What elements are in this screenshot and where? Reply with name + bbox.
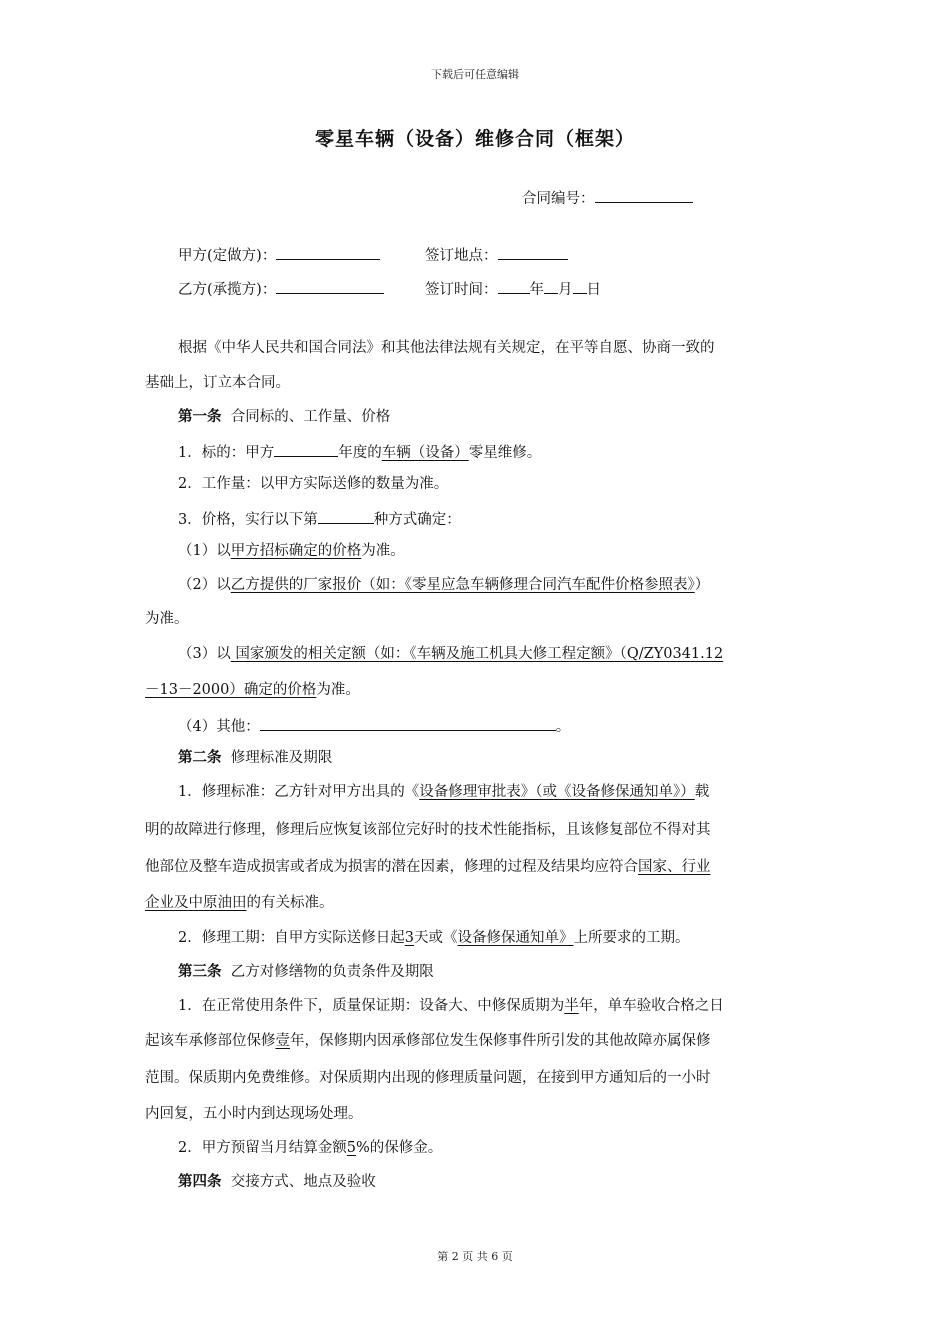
warranty-one: 壹 (275, 1033, 290, 1049)
standard-line4-underlined: 企业及中原油田 (145, 895, 247, 911)
article-3-heading (178, 962, 434, 982)
article-4-number: 第四条 (178, 1173, 222, 1190)
party-b-label: 乙方(承揽方)： (178, 282, 277, 298)
retention-text-a: 2．甲方预留当月结算金额 (178, 1140, 347, 1156)
item-1-text-b: 年度的 (338, 445, 382, 461)
other-method-field[interactable] (260, 715, 556, 731)
price-option-2-cont: 为准。 (145, 611, 189, 627)
article-1-title: 合同标的、工作量、价格 (230, 409, 391, 425)
article-4-heading (178, 1172, 376, 1192)
sign-place-field[interactable] (498, 244, 568, 260)
sign-time-row (425, 278, 601, 300)
standard-line4-text: 的有关标准。 (246, 895, 334, 911)
day-label: 日 (586, 282, 601, 298)
article-2-item-1 (178, 782, 709, 802)
option-3-suffix: 为准。 (316, 682, 360, 698)
price-option-4 (178, 715, 570, 737)
price-option-1 (178, 541, 405, 561)
option-3-content-cont: －13－2000）确定的价格 (145, 682, 317, 698)
period-text-c: 天或《 (413, 930, 458, 946)
option-2-close: ） (694, 577, 710, 593)
contract-number-row (522, 187, 693, 209)
article-3-item-1-line-2 (145, 1031, 711, 1051)
contract-number-label: 合同编号： (522, 191, 595, 207)
option-4-prefix: （4）其他： (178, 719, 260, 735)
retention-text-c: %的保修金。 (355, 1140, 443, 1156)
article-3-item-1 (178, 996, 724, 1016)
warranty-text-a: 1．在正常使用条件下，质量保证期：设备大、中修保质期为 (178, 998, 565, 1014)
article-3-item-2 (178, 1138, 442, 1158)
document-title: 零星车辆（设备）维修合同（框架） (314, 128, 635, 150)
period-days: 3 (404, 930, 414, 946)
standard-text-a: 1．修理标准：乙方针对甲方出具的《 (178, 784, 420, 800)
option-1-content: 甲方招标确定的价格 (230, 543, 362, 559)
sign-time-label: 签订时间： (425, 282, 498, 298)
price-option-3 (178, 644, 723, 664)
page-header-note: 下载后可任意编辑 (431, 68, 519, 81)
standard-line3-underlined: 国家、行业 (638, 859, 711, 875)
price-option-2 (178, 575, 709, 595)
article-3-title: 乙方对修缮物的负责条件及期限 (230, 964, 434, 980)
year-label: 年 (529, 282, 544, 298)
intro-line-1: 根据《中华人民共和国合同法》和其他法律法规有关规定，在平等自愿、协商一致的 (178, 340, 715, 356)
target-year-field[interactable] (274, 441, 338, 457)
option-4-suffix: 。 (555, 719, 571, 735)
item-1-text-a: 1．标的：甲方 (178, 445, 275, 461)
standard-forms: 设备修理审批表》（或《设备修保通知单》） (419, 784, 695, 800)
option-1-suffix: 为准。 (361, 543, 405, 559)
article-2-heading (178, 748, 332, 768)
party-b-row (178, 278, 384, 300)
sign-place-label: 签订地点： (425, 248, 498, 264)
item-3-text-b: 种方式确定： (373, 512, 461, 528)
party-a-label: 甲方(定做方)： (178, 248, 277, 264)
warranty-line2-c: 年，保修期内因承修部位发生保修事件所引发的其他故障亦属保修 (290, 1033, 711, 1049)
option-2-content: 乙方提供的厂家报价（如：《零星应急车辆修理合同汽车配件价格参照表》 (230, 577, 695, 593)
article-2-item-2 (178, 928, 689, 948)
sign-day-field[interactable] (573, 278, 587, 294)
item-1-text-d: 零星维修。 (468, 445, 542, 461)
contract-number-field[interactable] (595, 187, 693, 203)
party-b-field[interactable] (276, 278, 384, 294)
article-3-item-1-line-3: 范围。保质期内免费维修。对保质期内出现的修理质量问题，在接到甲方通知后的一小时 (145, 1070, 711, 1086)
article-1-item-3 (178, 508, 461, 530)
standard-line3-text: 他部位及整车造成损害或者成为损害的潜在因素，修理的过程及结果均应符合 (145, 859, 638, 875)
option-1-prefix: （1）以 (178, 543, 231, 559)
standard-text-c: 载 (694, 784, 710, 800)
price-method-field[interactable] (318, 508, 374, 524)
warranty-line2-a: 起该车承修部位保修 (145, 1033, 276, 1049)
article-2-item-1-line-2: 明的故障进行修理，修理后应恢复该部位完好时的技术性能指标，且该修复部位不得对其 (145, 822, 711, 838)
article-3-item-1-line-4: 内回复，五小时内到达现场处理。 (145, 1106, 363, 1122)
article-3-number: 第三条 (178, 963, 222, 980)
sign-year-field[interactable] (498, 278, 530, 294)
page-number: 第 2 页 共 6 页 (437, 1250, 513, 1263)
article-2-number: 第二条 (178, 749, 222, 766)
party-a-row (178, 244, 380, 266)
party-a-field[interactable] (276, 244, 380, 260)
period-form: 设备修保通知单》 (457, 930, 574, 946)
price-option-3-cont (145, 680, 360, 700)
item-1-target: 车辆（设备） (381, 445, 469, 461)
month-label: 月 (558, 282, 573, 298)
period-text-a: 2．修理工期：自甲方实际送修日起 (178, 930, 405, 946)
article-1-item-2: 2．工作量：以甲方实际送修的数量为准。 (178, 476, 449, 492)
article-1-heading (178, 407, 390, 427)
sign-month-field[interactable] (544, 278, 558, 294)
option-3-prefix: （3）以 (178, 646, 231, 662)
article-1-number: 第一条 (178, 408, 222, 425)
retention-percent: 5 (346, 1140, 356, 1156)
warranty-text-c: 年，单车验收合格之日 (578, 998, 724, 1014)
option-2-prefix: （2）以 (178, 577, 231, 593)
article-4-title: 交接方式、地点及验收 (230, 1174, 376, 1190)
warranty-half: 半 (564, 998, 579, 1014)
option-3-content: 国家颁发的相关定额（如：《车辆及施工机具大修工程定额》（Q/ZY0341.12 (230, 646, 724, 662)
article-2-item-1-line-3 (145, 857, 711, 877)
article-2-title: 修理标准及期限 (230, 750, 333, 766)
sign-place-row (425, 244, 568, 266)
item-3-text-a: 3．价格，实行以下第 (178, 512, 318, 528)
period-text-e: 上所要求的工期。 (573, 930, 690, 946)
intro-line-2: 基础上，订立本合同。 (145, 375, 290, 391)
article-2-item-1-line-4 (145, 893, 334, 913)
article-1-item-1 (178, 441, 541, 463)
